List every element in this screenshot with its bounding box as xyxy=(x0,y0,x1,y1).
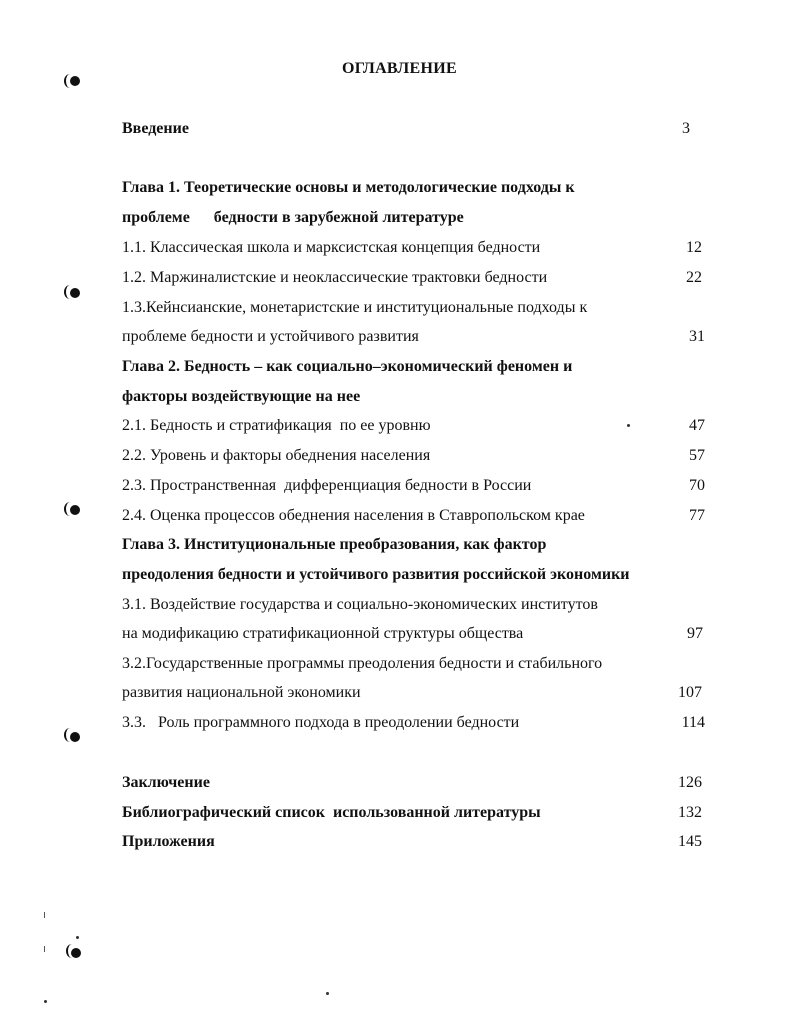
toc-chapter-heading: факторы воздействующие на нее xyxy=(122,388,361,405)
toc-entry: 2.3. Пространственная дифференциация бедности в России xyxy=(122,477,532,494)
scan-speck xyxy=(44,946,45,952)
toc-entry: 3.3. Роль программного подхода в преодолении бедности xyxy=(122,714,520,731)
toc-page-number: 22 xyxy=(686,269,702,286)
toc-entry: проблеме бедности и устойчивого развития xyxy=(122,328,419,345)
toc-entry: 3.1. Воздействие государства и социально-экономических институтов xyxy=(122,596,598,613)
toc-entry: 1.3.Кейнсианские, монетаристские и институциональные подходы к xyxy=(122,299,588,316)
toc-entry: Библиографический список использованной литературы xyxy=(122,804,541,821)
toc-page-number: 132 xyxy=(678,804,702,821)
scan-speck xyxy=(326,992,329,995)
toc-chapter-heading: проблеме бедности в зарубежной литературе xyxy=(122,209,464,226)
toc-entry: на модификацию стратификационной структуры общества xyxy=(122,625,524,642)
toc-entry: 2.4. Оценка процессов обеднения населения в Ставропольском крае xyxy=(122,507,585,524)
toc-entry: 3.2.Государственные программы преодоления бедности и стабильного xyxy=(122,655,603,672)
toc-chapter-heading: Глава 3. Институциональные преобразования, как фактор xyxy=(122,536,547,553)
toc-page-number: 47 xyxy=(689,417,705,434)
toc-page-number: 114 xyxy=(681,714,705,731)
toc-entry: Введение xyxy=(122,120,189,137)
scan-speck xyxy=(76,936,79,939)
toc-page-number: 126 xyxy=(678,774,702,791)
binder-hole-mark xyxy=(70,505,80,515)
toc-page-number: 70 xyxy=(689,477,705,494)
toc-page-number: 145 xyxy=(678,833,702,850)
binder-hole-mark xyxy=(70,288,80,298)
toc-page-number: 12 xyxy=(686,239,702,256)
toc-entry: 2.1. Бедность и стратификация по ее уровню xyxy=(122,417,431,434)
toc-chapter-heading: преодоления бедности и устойчивого развития российской экономики xyxy=(122,566,630,583)
toc-chapter-heading: Глава 1. Теоретические основы и методологические подходы к xyxy=(122,179,575,196)
toc-page-number: 107 xyxy=(678,684,702,701)
toc-page-number: 3 xyxy=(682,120,690,137)
scan-speck xyxy=(44,1000,47,1003)
toc-entry: развития национальной экономики xyxy=(122,684,361,701)
page-title: ОГЛАВЛЕНИЕ xyxy=(342,60,457,77)
toc-page-number: 57 xyxy=(689,447,705,464)
toc-page-number: 77 xyxy=(689,507,705,524)
toc-entry: 1.1. Классическая школа и марксистская концепция бедности xyxy=(122,239,541,256)
toc-page-number: 31 xyxy=(689,328,705,345)
scan-speck xyxy=(627,424,630,427)
toc-entry: 2.2. Уровень и факторы обеднения населения xyxy=(122,447,431,464)
toc-entry: Приложения xyxy=(122,833,215,850)
toc-page-number: 97 xyxy=(687,625,703,642)
toc-entry: Заключение xyxy=(122,774,210,791)
toc-chapter-heading: Глава 2. Бедность – как социально–экономический феномен и xyxy=(122,358,573,375)
binder-hole-mark xyxy=(70,732,80,742)
binder-hole-mark xyxy=(71,948,81,958)
toc-entry: 1.2. Маржиналистские и неоклассические трактовки бедности xyxy=(122,269,548,286)
scan-speck xyxy=(44,912,45,918)
